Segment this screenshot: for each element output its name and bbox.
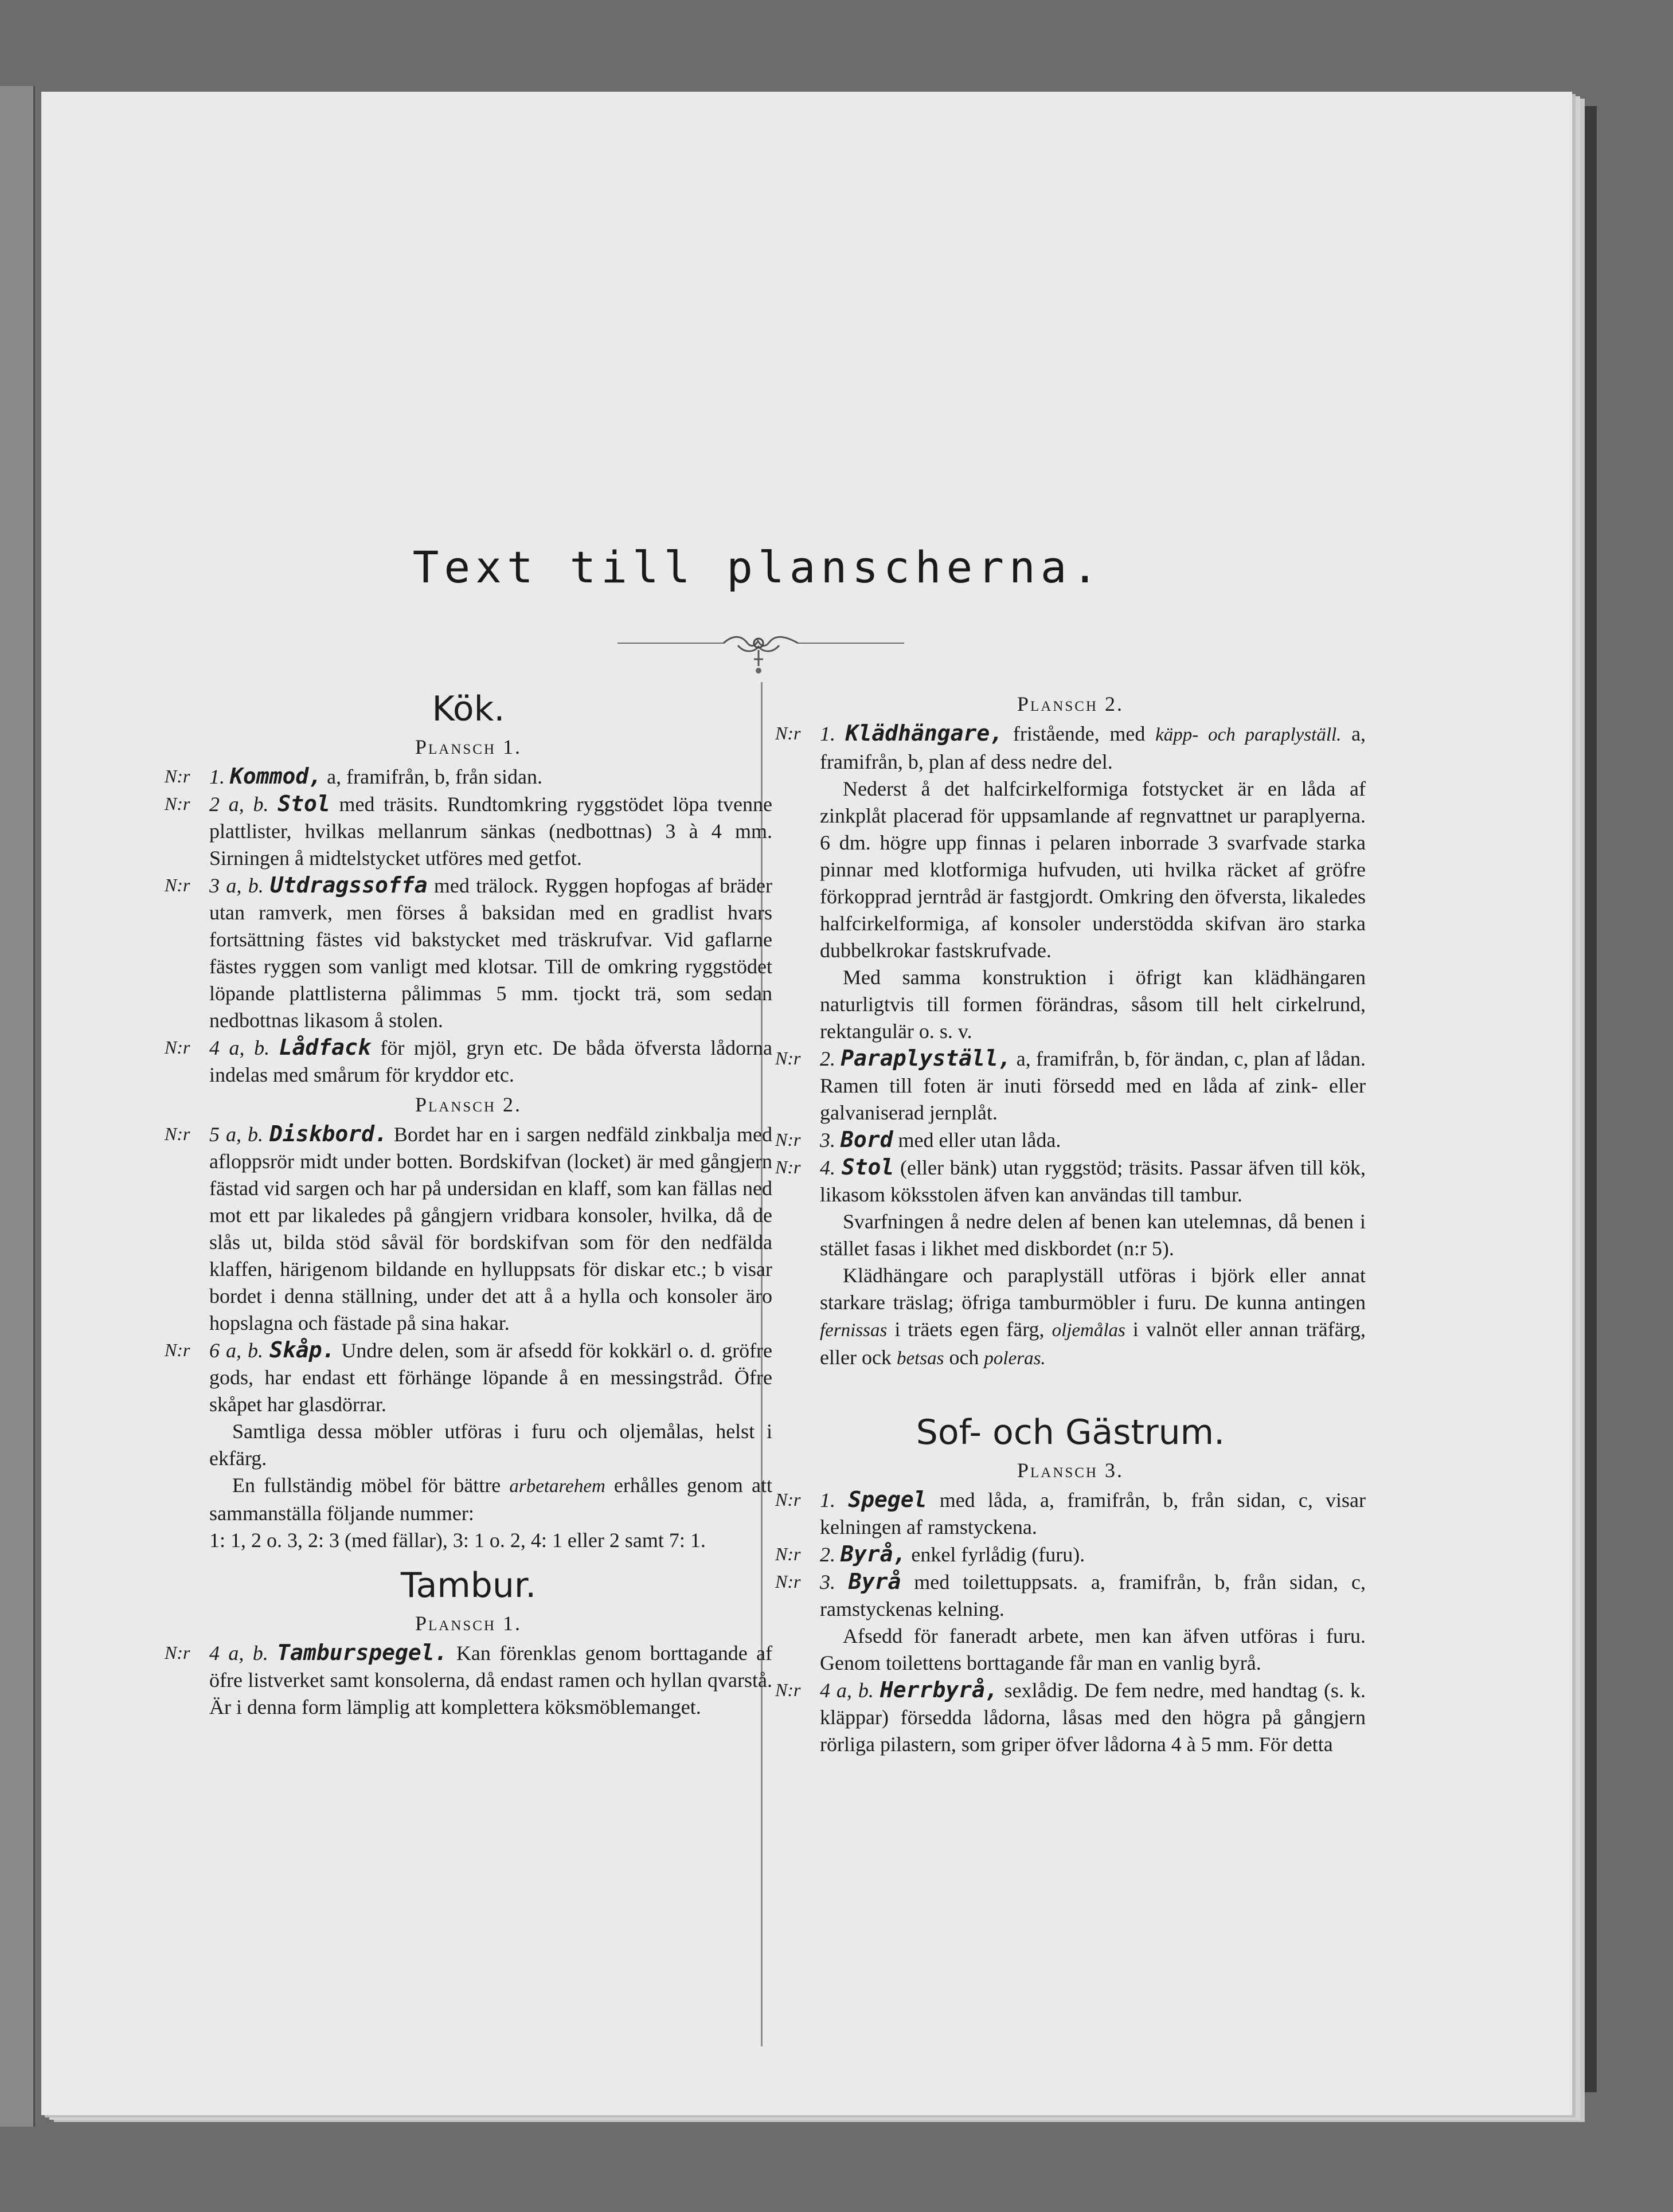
entry-text: med trälock. Ryggen hopfogas af bräder utan ramverk, men förses å baksidan med en gradlist hvars fortsättning fästes vid bakstycket med träskrufvar. Vid gaflarne fästes ryggen som vanligt med klotsar. Till de omkring ryggstödet löpande plattlisterna pålimmas 5 mm. tjockt trä, som sedan nedbottnas likasom å stolen. — [209, 874, 772, 1032]
entry-name: Byrå — [848, 1569, 901, 1594]
entry-nr: N:r — [165, 766, 190, 786]
entry-text: a, framifrån, b, för ändan, c, plan af lådan. Ramen till foten är inuti försedd med en låda af zink- eller galvaniserad jernplåt. — [820, 1047, 1366, 1124]
paragraph-material — [775, 1262, 1366, 1372]
section-heading-sof-och-gastrum: Sof- och Gästrum. — [916, 1412, 1225, 1453]
left-column — [165, 688, 772, 1721]
paragraph-italic: betsas — [896, 1348, 944, 1369]
entry-text: a, framifrån, b, från sidan. — [327, 765, 542, 788]
paragraph-afsedd: Afsedd för faneradt arbete, men kan äfven utföras i furu. Genom toilettens borttagande får man en vanlig byrå. — [820, 1624, 1366, 1674]
entry-name: Utdragssoffa — [270, 872, 428, 898]
entry-text: för mjöl, gryn etc. De båda öfversta lådorna indelas med smårum för kryddor etc. — [209, 1036, 773, 1086]
entry-byra-toilett — [775, 1568, 1366, 1623]
combination-list: 1: 1, 2 o. 3, 2: 3 (med fällar), 3: 1 o. 2, 4: 1 eller 2 samt 7: 1. — [209, 1529, 706, 1552]
entry-text: med eller utan låda. — [898, 1129, 1061, 1152]
entry-utdragssoffa — [165, 872, 772, 1034]
entry-nr: N:r — [775, 723, 801, 743]
entry-name: Herrbyrå, — [880, 1677, 998, 1702]
entry-nr: N:r — [775, 1679, 801, 1700]
entry-italic: käpp- och paraplyställ. — [1155, 725, 1342, 745]
entry-skap — [165, 1337, 772, 1418]
book-page — [41, 92, 1572, 2115]
paragraph-italic: arbetarehem — [509, 1476, 605, 1497]
entry-number: 4 a, b. — [209, 1036, 270, 1059]
entry-bord — [775, 1126, 1366, 1154]
plansch-label: Plansch 1. — [415, 735, 522, 758]
section-heading-tambur: Tambur. — [400, 1565, 537, 1606]
entry-name: Paraplyställ, — [841, 1046, 1011, 1071]
paragraph-text: i träets egen färg, — [894, 1318, 1045, 1341]
entry-number: 5 a, b. — [209, 1123, 263, 1146]
paragraph-fullstandig — [165, 1472, 772, 1527]
entry-stol-tambur — [775, 1154, 1366, 1208]
entry-text: Undre delen, som är afsedd för kokkärl o. d. gröfre gods, har endast ett förhänge löpande å en messingstråd. Öfre skåpet har glasdörrar. — [209, 1339, 773, 1416]
entry-name: Diskbord. — [269, 1121, 388, 1146]
entry-name: Klädhängare, — [845, 721, 1003, 746]
paragraph-svarfningen: Svarfningen å nedre delen af benen kan utelemnas, då benen i stället fasas i likhet med diskbordet (n:r 5). — [820, 1210, 1366, 1260]
paragraph-nederst: Nederst å det halfcirkelformiga fotstycket är en låda af zinkplåt placerad för uppsamlande af regnvattnet ur paraplyerna. 6 dm. högre upp finnas i pelaren inborrade 3 svarfvade starka pinnar med klotformiga hufvuden, uti hvilka räcket af gröfre förkopprad jerntråd är fastgjordt. Omkring den öfversta, likaledes halfcirkelformiga, af konsoler understödda skifvan äro starka dubbelkrokar fastskrufvade. — [820, 777, 1366, 962]
entry-nr: N:r — [775, 1129, 801, 1150]
entry-text: med låda, a, framifrån, b, från sidan, c, visar kelningen af ramstyckena. — [820, 1489, 1366, 1538]
entry-text: med träsits. Rundtomkring ryggstödet löpa tvenne plattlister, hvilkas mellanrum sänkas (nedbottnas) 3 à 4 mm. Sirningen å midtelstycket utföres med getfot. — [209, 793, 773, 870]
entry-number: 4 a, b. — [209, 1642, 268, 1665]
plansch-label: Plansch 2. — [1017, 692, 1124, 715]
paragraph-text: erhålles genom att sammanställa följande nummer: — [209, 1474, 773, 1525]
entry-number: 1. — [209, 765, 225, 788]
entry-nr: N:r — [165, 1340, 190, 1360]
paragraph-text: En fullständig möbel för bättre — [232, 1474, 501, 1497]
paragraph-text: i valnöt eller annan träfärg, eller ock — [820, 1318, 1366, 1369]
entry-name: Stol — [277, 791, 330, 816]
entry-text: med toilettuppsats. a, framifrån, b, från sidan, c, ramstyckenas kelning. — [820, 1571, 1366, 1620]
entry-number: 3 a, b. — [209, 874, 264, 897]
plansch-label: Plansch 3. — [1017, 1459, 1124, 1482]
entry-number: 1. — [820, 722, 835, 745]
entry-name: Bord — [841, 1127, 893, 1152]
section-heading-kok: Kök. — [432, 689, 505, 729]
entry-nr: N:r — [165, 1642, 190, 1663]
entry-text: Kan förenklas genom borttagande af öfre listverket samt konsolerna, då endast ramen och hyllan qvarstå. Är i denna form lämplig att komplettera köksmöblemanget. — [209, 1642, 773, 1718]
entry-number: 4 a, b. — [820, 1679, 874, 1702]
entry-name: Kommod, — [230, 764, 322, 789]
entry-number: 3. — [820, 1129, 835, 1152]
entry-ladfack — [165, 1034, 772, 1089]
entry-name: Spegel — [848, 1487, 927, 1512]
entry-text: a, framifrån, b, plan af dess nedre del. — [820, 722, 1366, 773]
entry-number: 6 a, b. — [209, 1339, 263, 1362]
entry-number: 2 a, b. — [209, 793, 269, 816]
entry-text: sexlådig. De fem nedre, med handtag (s. k. kläppar) försedda lådorna, låsas med den högra på gångjern rörliga pilastern, som griper öfver lådorna 4 à 5 mm. För detta — [820, 1679, 1366, 1756]
entry-diskbord — [165, 1121, 772, 1337]
paragraph-italic: fernissas — [820, 1320, 888, 1341]
book-cover-left — [0, 86, 35, 2127]
page-title: Text till planscherna. — [412, 542, 1104, 593]
paragraph-text: Klädhängare och paraplyställ utföras i björk eller annat starkare träslag; öfriga tamburmöbler i furu. De kunna antingen — [820, 1264, 1366, 1314]
paragraph-italic: poleras. — [984, 1348, 1046, 1369]
entry-text: Bordet har en i sargen nedfäld zinkbalja med afloppsrör midt under botten. Bordskifvan (locket) är med gångjern fästad vid sargen och har på undersidan en klaff, som kan fällas ned mot ett par likaledes på gångjern vridbara konsoler, hvilka, då de slås ut, bilda stöd såväl för bordskifvan som för den nedfälda klaffen, härigenom bildande en hylluppsats för diskar etc.; b visar bordet i denna ställning, under det att å a hylla och konsoler äro hopslagna och fästade på sina hakar. — [209, 1123, 772, 1334]
entry-nr: N:r — [165, 1037, 190, 1058]
entry-spegel — [775, 1486, 1366, 1541]
entry-herrbyra — [775, 1677, 1366, 1758]
entry-nr: N:r — [775, 1544, 801, 1564]
entry-nr: N:r — [165, 1123, 190, 1144]
entry-text: enkel fyrlådig (furu). — [911, 1543, 1085, 1566]
entry-number: 1. — [820, 1489, 835, 1512]
entry-name: Byrå, — [841, 1541, 906, 1567]
entry-nr: N:r — [775, 1571, 801, 1592]
entry-kladhangare — [775, 720, 1366, 776]
entry-byra-enkel — [775, 1541, 1366, 1568]
paragraph-text: och — [949, 1346, 979, 1369]
entry-number: 4. — [820, 1156, 835, 1179]
entry-number: 2. — [820, 1543, 835, 1566]
entry-name: Stol — [841, 1154, 894, 1180]
right-column — [775, 688, 1366, 1758]
entry-nr: N:r — [775, 1157, 801, 1177]
entry-stol — [165, 790, 772, 872]
entry-nr: N:r — [165, 875, 190, 895]
entry-name: Tamburspegel. — [277, 1640, 448, 1665]
entry-text: (eller bänk) utan ryggstöd; träsits. Passar äfven till kök, likasom köksstolen äfven kan användas till tambur. — [820, 1156, 1366, 1206]
entry-tamburspegel — [165, 1639, 772, 1721]
paragraph-samtliga: Samtliga dessa möbler utföras i furu och oljemålas, helst i ekfärg. — [209, 1420, 772, 1470]
paragraph-konstruktion: Med samma konstruktion i öfrigt kan klädhängaren naturligtvis till formen förändras, såsom till helt cirkelrund, rektangulär o. s. v. — [820, 966, 1366, 1043]
entry-kommod — [165, 763, 772, 790]
entry-nr: N:r — [775, 1489, 801, 1510]
entry-number: 3. — [820, 1571, 835, 1594]
plansch-label: Plansch 2. — [415, 1093, 522, 1116]
entry-nr: N:r — [165, 793, 190, 814]
entry-text: fristående, med — [1013, 722, 1146, 745]
entry-name: Skåp. — [269, 1337, 335, 1363]
plansch-label: Plansch 1. — [415, 1612, 522, 1635]
entry-name: Lådfack — [279, 1035, 371, 1060]
entry-number: 2. — [820, 1047, 835, 1070]
paragraph-italic: oljemålas — [1052, 1320, 1125, 1341]
entry-paraplystall — [775, 1045, 1366, 1126]
entry-nr: N:r — [775, 1048, 801, 1068]
